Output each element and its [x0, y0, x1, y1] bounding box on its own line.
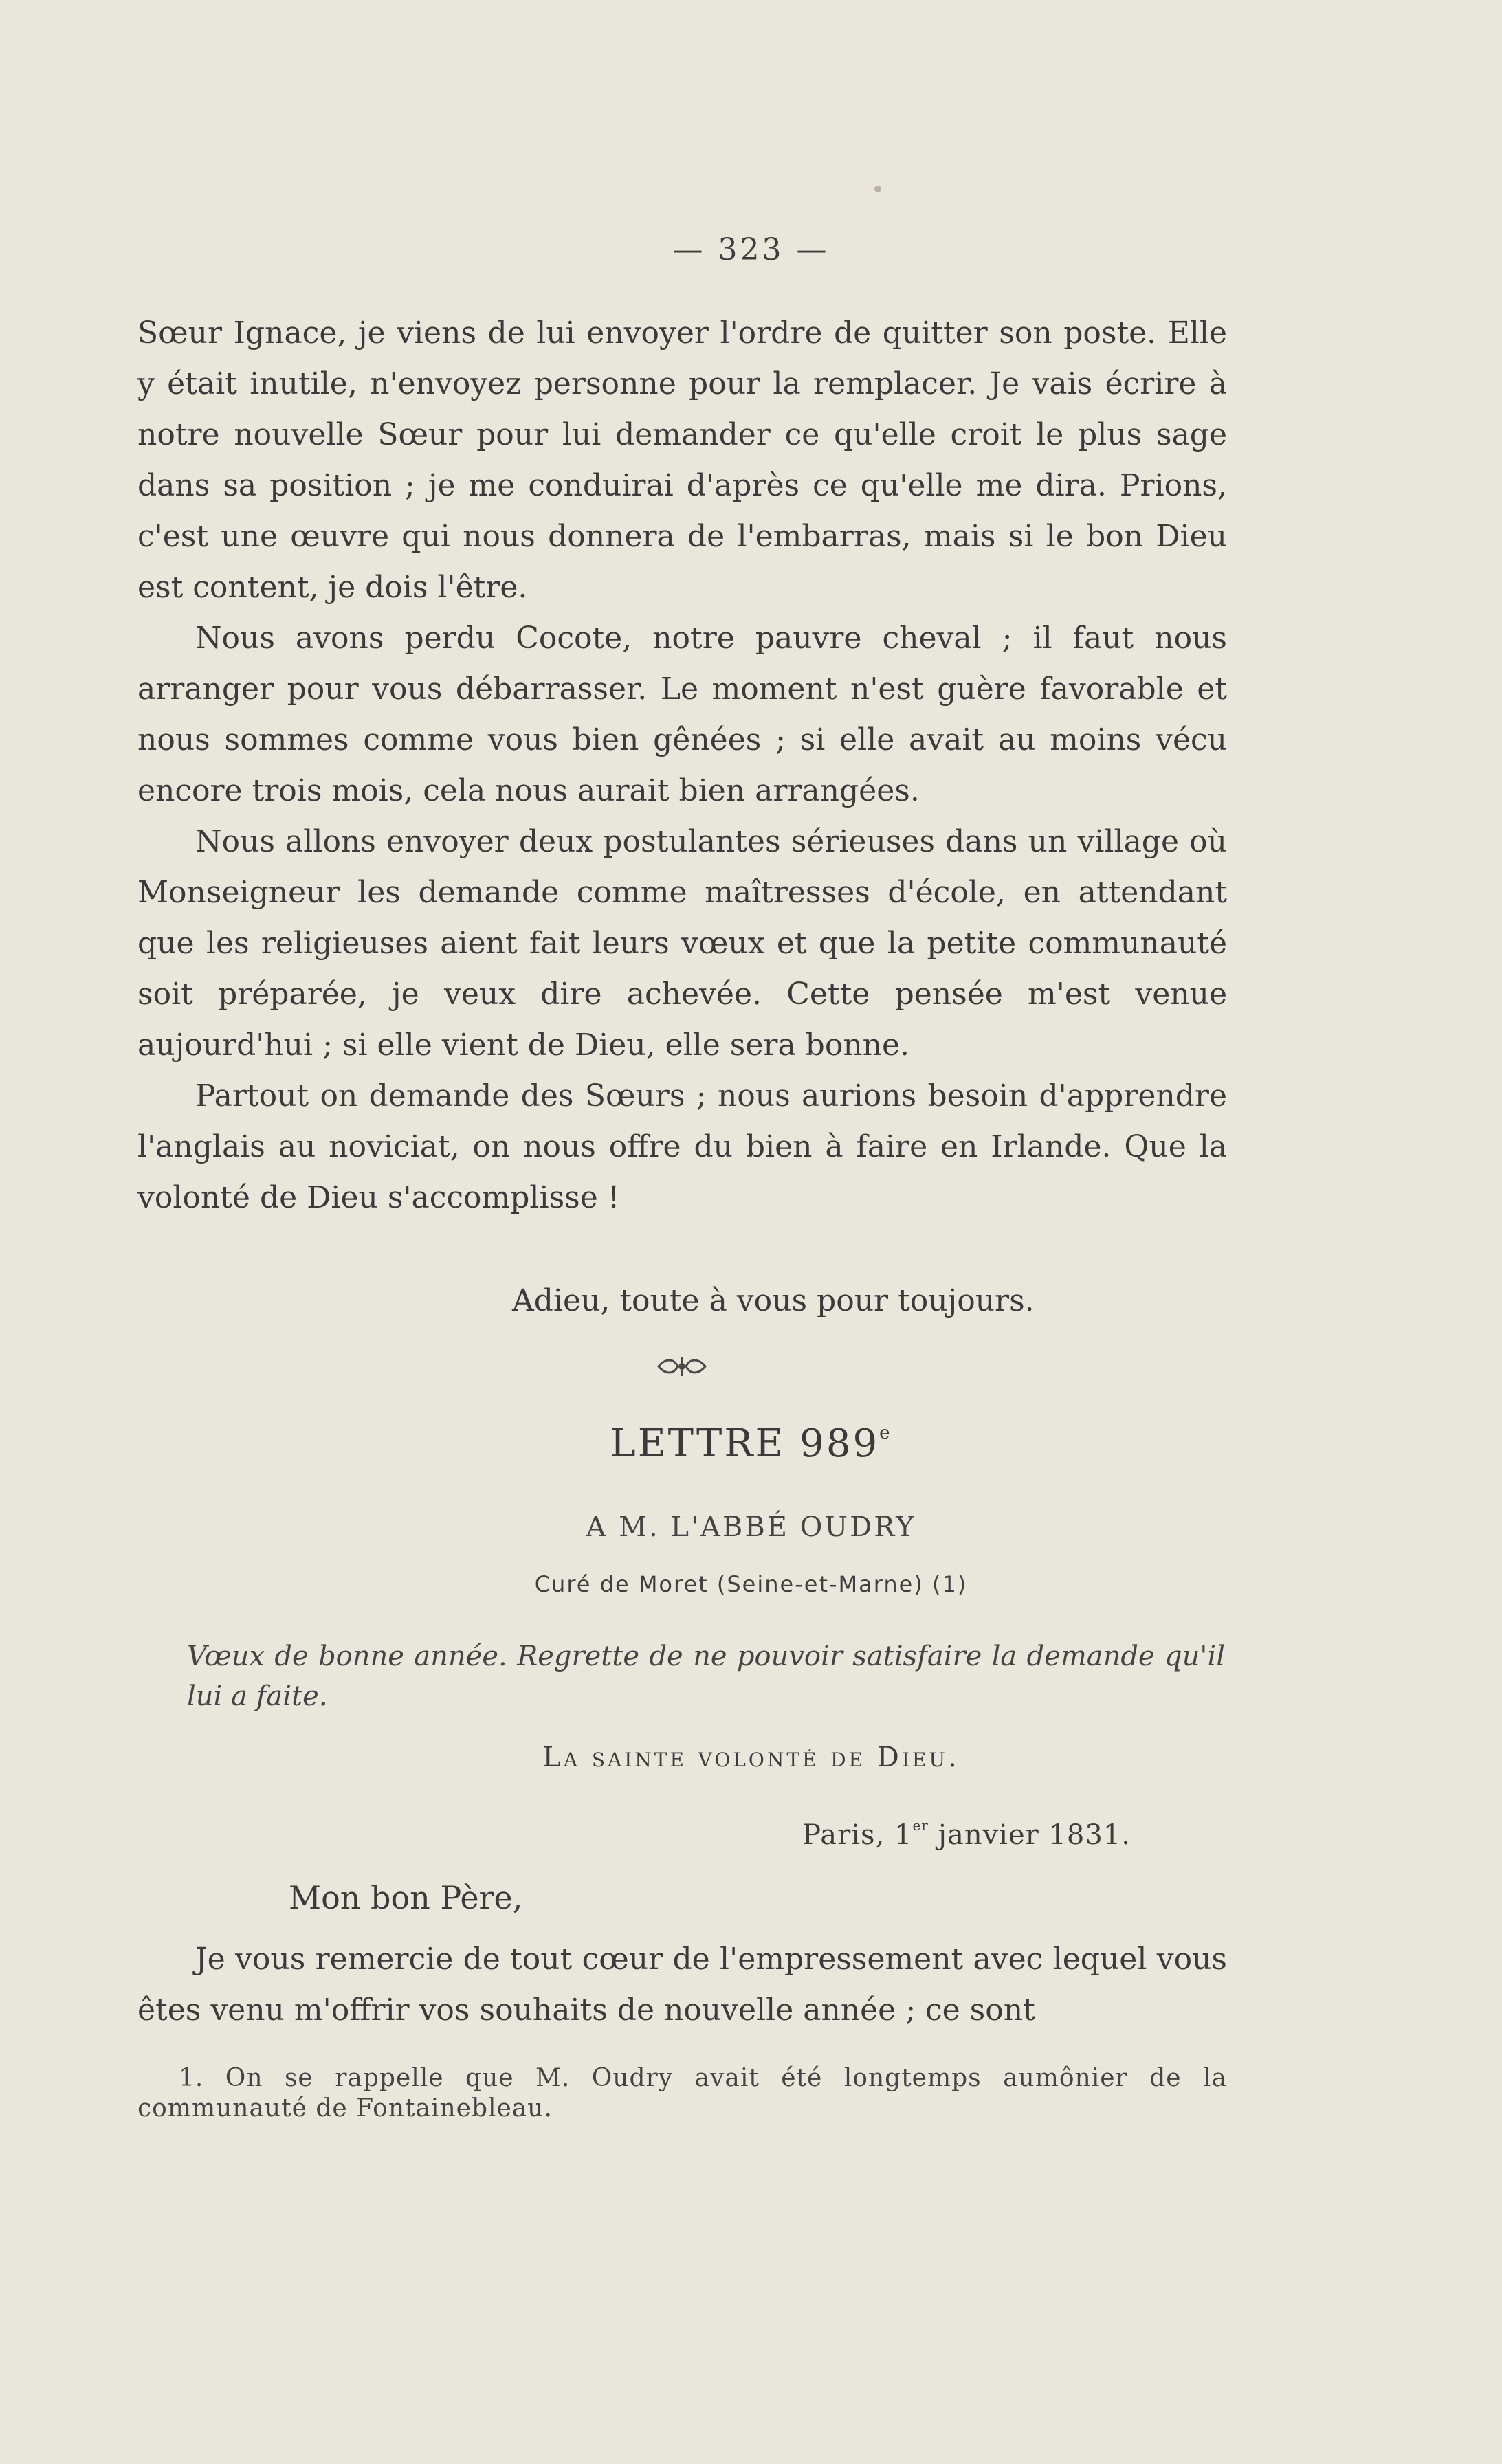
closing-line: Adieu, toute à vous pour toujours.: [512, 1283, 1035, 1318]
place-date-start: Paris, 1: [802, 1819, 913, 1851]
paper-speck: [874, 186, 881, 192]
paragraph-1: Sœur Ignace, je viens de lui envoyer l'ordre de quitter son poste. Elle y était inutile, n'envoyez personne pour la remplacer. Je vais écrire à notre nouvelle Sœur pour lui demander ce qu'elle croit le plus sage dans sa position ; je me conduirai d'après ce qu'elle me dira. Prions, c'est une œuvre qui nous donnera de l'embarras, mais si le bon Dieu est content, je dois l'être.: [137, 315, 1227, 605]
body-text: [137, 308, 1227, 1223]
page-number: — 323 —: [672, 232, 830, 267]
letter-body: [137, 1934, 1227, 2036]
letter-title-text: LETTRE 989: [610, 1421, 880, 1466]
salutation: Mon bon Père,: [289, 1879, 523, 1916]
paragraph-4: Partout on demande des Sœurs ; nous aurions besoin d'apprendre l'anglais au noviciat, on nous offre du bien à faire en Irlande. Que la volonté de Dieu s'accomplisse !: [137, 1078, 1227, 1215]
letter-title-superscript: e: [879, 1423, 892, 1443]
paragraph-2: Nous avons perdu Cocote, notre pauvre cheval ; il faut nous arranger pour vous débarrasser. Le moment n'est guère favorable et nous sommes comme vous bien gênées ; si elle avait au moins vécu encore trois mois, cela nous aurait bien arrangées.: [137, 621, 1227, 808]
letter-opening: Je vous remercie de tout cœur de l'empressement avec lequel vous êtes venu m'offrir vos souhaits de nouvelle année ; ce sont: [137, 1942, 1227, 2028]
letter-recipient: A M. L'ABBÉ OUDRY: [586, 1511, 916, 1543]
letter-motto: La sainte volonté de Dieu.: [542, 1742, 960, 1773]
fleuron-ornament-icon: [656, 1353, 708, 1380]
footnote: 1. On se rappelle que M. Oudry avait été longtemps aumônier de la communauté de Fontainebleau.: [137, 2064, 1227, 2122]
letter-title: [0, 1421, 1502, 1466]
place-date-superscript: er: [912, 1817, 929, 1834]
recipient-detail: Curé de Moret (Seine-et-Marne) (1): [534, 1571, 968, 1597]
letter-summary: Vœux de bonne année. Regrette de ne pouvoir satisfaire la demande qu'il lui a faite.: [187, 1641, 1225, 1712]
place-date: [802, 1817, 1131, 1851]
place-date-end: janvier 1831.: [928, 1819, 1131, 1851]
paragraph-3: Nous allons envoyer deux postulantes sérieuses dans un village où Monseigneur les demande comme maîtresses d'école, en attendant que les religieuses aient fait leurs vœux et que la petite communauté soit préparée, je veux dire achevée. Cette pensée m'est venue aujourd'hui ; si elle vient de Dieu, elle sera bonne.: [137, 824, 1227, 1063]
